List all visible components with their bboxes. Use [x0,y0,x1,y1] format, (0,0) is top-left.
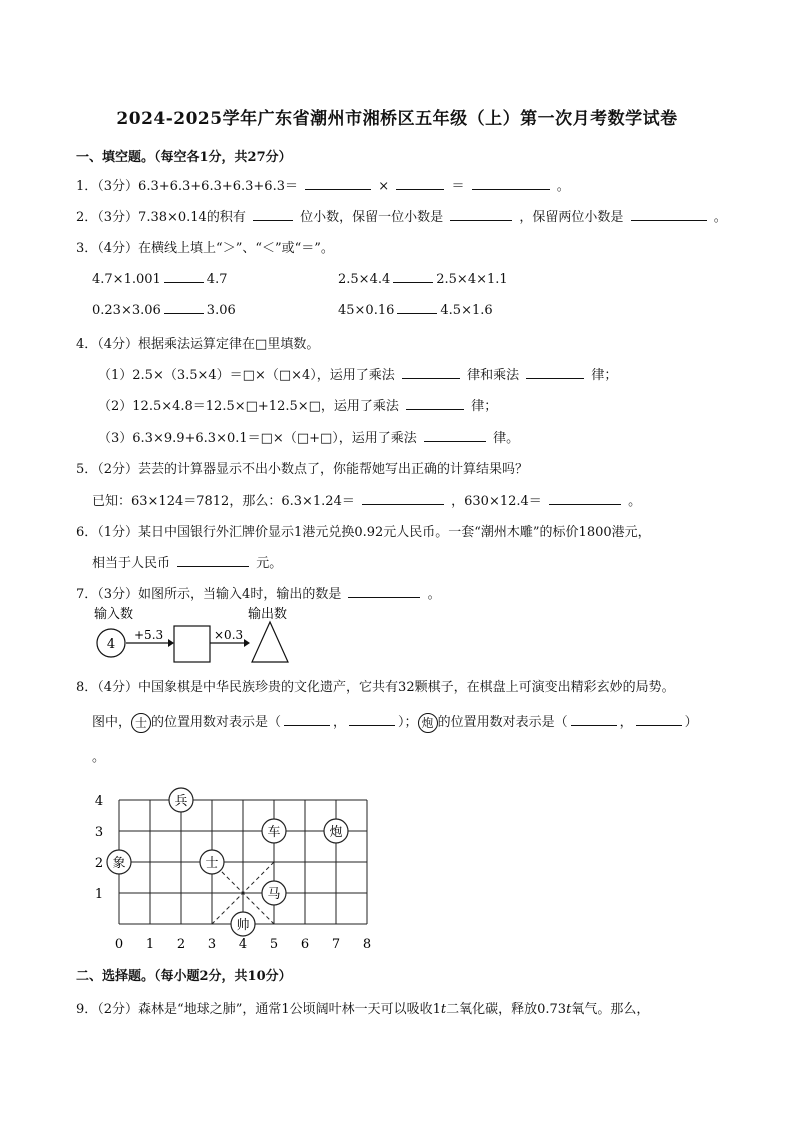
question-6: 6．（1分）某日中国银行外汇牌价显示1港元兑换0.92元人民币。一套“潮州木雕”的标价1800港元， [76,525,651,540]
q8-close-2: ） [684,715,698,730]
q7-end: 。 [427,587,441,602]
q1-blank-2[interactable] [396,177,444,190]
x-tick-label: 7 [331,937,341,952]
q3-a-left: 4.7×1.001 [92,272,161,287]
q7-input-label: 输入数 [94,607,134,622]
page-title: 2024-2025学年广东省潮州市湘桥区五年级（上）第一次月考数学试卷 [116,109,678,129]
q6-blank[interactable] [177,554,249,567]
q2-blank-3[interactable] [631,208,707,221]
q2-mid1: 位小数，保留一位小数是 [300,210,444,225]
chess-piece-label: 炮 [329,825,343,840]
q8-blank-3[interactable] [571,713,617,726]
x-tick-label: 8 [362,937,372,952]
question-7 [76,583,441,602]
q2-mid2: ，保留两位小数是 [519,210,624,225]
chess-piece-label: 象 [112,856,126,871]
section-choice-heading: 二、选择题。（每小题2分，共10分） [76,969,292,984]
q4-p2-b: 律； [471,399,498,414]
chess-piece [107,850,131,874]
q3-item-b [338,270,508,287]
q8-line-2 [92,711,698,733]
question-9 [76,998,649,1017]
q2-end: 。 [713,210,727,225]
y-tick-label: 1 [94,887,104,902]
y-tick-label: 2 [94,856,104,871]
board-grid [119,800,367,924]
chess-piece-label: 士 [205,856,219,871]
q5-blank-1[interactable] [362,492,444,505]
q9-c: 氧气。那么， [571,1002,650,1017]
chess-piece [262,819,286,843]
chess-piece [324,819,348,843]
x-tick-label: 3 [207,937,217,952]
q3-blank-c[interactable] [164,301,204,314]
q3-b-right: 2.5×4×1.1 [436,272,508,287]
q5-line2-b: ，630×12.4＝ [451,494,542,509]
q8-close-1: ）； [398,715,418,730]
q4-p2-a: （2）12.5×4.8＝12.5×□+12.5×□，运用了乘法 [98,399,399,414]
question-5: 5．（2分）芸芸的计算器显示不出小数点了，你能帮她写出正确的计算结果吗？ [76,462,529,477]
q3-d-right: 4.5×1.6 [440,303,493,318]
q4-part-3 [98,427,519,446]
q4-p1-a: （1）2.5×（3.5×4）＝□×（□×4），运用了乘法 [98,368,395,383]
q4-blank-2[interactable] [526,366,584,379]
question-8: 8．（4分）中国象棋是中华民族珍贵的文化遗产，它共有32颗棋子，在棋盘上可演变出精彩玄妙的局势。 [76,680,675,695]
y-tick-label: 3 [94,825,104,840]
q9-unit-2: t [566,1002,572,1017]
section-fill-in-heading: 一、填空题。（每空各1分，共27分） [76,150,292,165]
q7-text: 7．（3分）如图所示，当输入4时，输出的数是 [76,587,342,602]
q3-item-c [92,301,236,318]
q1-times: × [378,179,390,194]
q9-a: 9．（2分）森林是“地球之肺”，通常1公顷阔叶林一天可以吸收1 [76,1002,441,1017]
q4-p1-b: 律和乘法 [467,368,520,383]
q5-line2-a: 已知：63×124＝7812，那么：6.3×1.24＝ [92,494,355,509]
q4-part-2 [98,395,497,414]
q7-input-value: 4 [106,637,116,652]
q3-blank-d[interactable] [397,301,437,314]
chess-piece-label: 车 [267,825,281,840]
q6-line2-a: 相当于人民币 [92,556,171,571]
q4-p3-a: （3）6.3×9.9+6.3×0.1＝□×（□+□），运用了乘法 [98,431,417,446]
chess-piece [169,788,193,812]
q7-op2: ×0.3 [214,628,244,642]
x-tick-label: 4 [238,937,248,952]
q8-line2-b: 的位置用数对表示是（ [151,715,282,730]
q8-blank-1[interactable] [284,713,330,726]
q3-b-left: 2.5×4.4 [338,272,391,287]
q8-piece-pao: 炮 [418,713,438,733]
q2-blank-1[interactable] [253,208,293,221]
q6-line-2 [92,552,282,571]
q1-end: 。 [556,179,570,194]
q3-a-right: 4.7 [206,272,228,287]
q3-item-d [338,301,493,318]
x-tick-label: 2 [176,937,186,952]
chess-piece-label: 兵 [174,794,188,809]
q1-eq: ＝ [451,179,465,194]
q7-triangle [252,622,288,662]
q3-blank-b[interactable] [393,270,433,283]
q8-line2-c: 的位置用数对表示是（ [437,715,568,730]
x-tick-label: 0 [114,937,124,952]
chess-board [80,776,390,956]
q9-b: 二氧化碳，释放0.73 [446,1002,567,1017]
x-tick-label: 5 [269,937,279,952]
q3-d-left: 45×0.16 [338,303,395,318]
q8-comma-1: ， [333,715,347,730]
q1-blank-1[interactable] [305,177,371,190]
q7-blank[interactable] [348,585,420,598]
q5-blank-2[interactable] [549,492,621,505]
chess-piece-label: 马 [267,887,281,902]
chess-piece [200,850,224,874]
q8-comma-2: ， [619,715,633,730]
chess-piece [262,881,286,905]
chess-piece-label: 帅 [236,918,250,933]
q7-op1: +5.3 [134,628,164,642]
x-tick-label: 6 [300,937,310,952]
q4-blank-1[interactable] [402,366,460,379]
q3-blank-a[interactable] [164,270,204,283]
q1-prefix: 1．（3分）6.3+6.3+6.3+6.3+6.3＝ [76,179,298,194]
q6-line2-b: 元。 [256,556,283,571]
q8-blank-2[interactable] [349,713,395,726]
q7-flow-diagram [90,602,310,666]
q3-c-left: 0.23×3.06 [92,303,161,318]
question-2 [76,206,727,225]
y-tick-label: 4 [94,794,104,809]
q9-unit-1: t [440,1002,447,1017]
question-1 [76,175,570,194]
q4-p1-c: 律； [591,368,618,383]
question-4: 4．（4分）根据乘法运算定律在□里填数。 [76,337,320,352]
q3-c-right: 3.06 [206,303,236,318]
q4-blank-4[interactable] [424,429,486,442]
q3-item-a [92,270,227,287]
chess-piece [231,912,255,936]
x-tick-label: 1 [145,937,155,952]
q4-p3-b: 律。 [493,431,520,446]
q2-blank-2[interactable] [450,208,512,221]
q7-output-label: 输出数 [248,607,288,622]
q8-piece-shi: 士 [131,713,151,733]
q4-blank-3[interactable] [406,397,464,410]
q4-part-1 [98,364,617,383]
q1-blank-3[interactable] [472,177,550,190]
q7-square [174,626,210,662]
q8-blank-4[interactable] [636,713,682,726]
question-3: 3．（4分）在横线上填上“＞”、“＜”或“＝”。 [76,241,334,256]
q5-line2-c: 。 [628,494,642,509]
q5-line-2 [92,490,641,509]
q8-line2-a: 图中， [92,715,132,730]
q2-prefix: 2．（3分）7.38×0.14的积有 [76,210,246,225]
q8-line-3: 。 [92,750,106,765]
